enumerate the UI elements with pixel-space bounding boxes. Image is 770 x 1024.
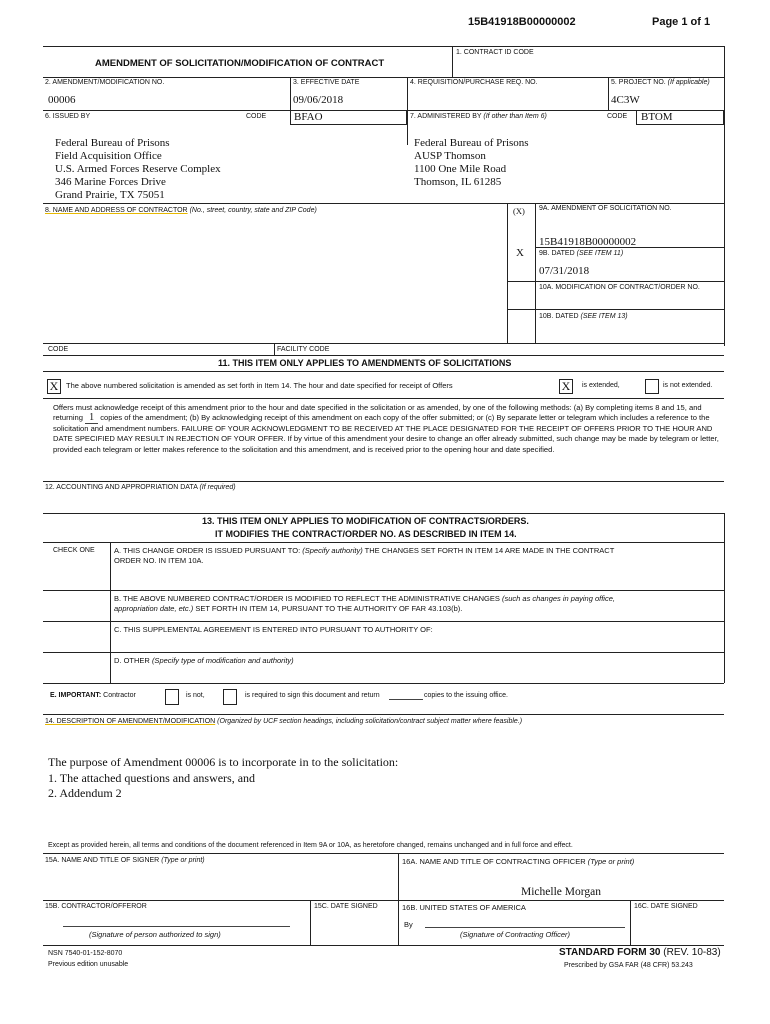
facility-code-label: FACILITY CODE: [277, 346, 330, 353]
previous-edition-note: Previous edition unusable: [48, 961, 129, 968]
contracting-officer-name[interactable]: Michelle Morgan: [521, 886, 601, 898]
item10b-label: 10B. DATED (SEE ITEM 13): [539, 313, 628, 320]
item6-label: 6. ISSUED BY: [45, 113, 91, 120]
terms-unchanged-note: Except as provided herein, all terms and conditions of the document referenced in Item 9A or 10A, as heretofore changed, remains unchanged and in full force and effect.: [48, 842, 573, 849]
address-line: 346 Marine Forces Drive: [55, 176, 166, 188]
administered-by-address: [414, 137, 529, 189]
contracting-officer-signature-line[interactable]: [425, 927, 625, 928]
address-line: Federal Bureau of Prisons: [55, 137, 170, 149]
item15b-label: 15B. CONTRACTOR/OFFEROR: [45, 903, 147, 910]
item9-check-mark[interactable]: X: [516, 247, 524, 259]
contractor-code-label: CODE: [48, 346, 69, 353]
amendment-description: [48, 755, 398, 802]
item11-title: 11. THIS ITEM ONLY APPLIES TO AMENDMENTS OF SOLICITATIONS: [218, 358, 512, 368]
copies-count[interactable]: 1: [85, 412, 98, 424]
item13c-text: C. THIS SUPPLEMENTAL AGREEMENT IS ENTERED INTO PURSUANT TO AUTHORITY OF:: [114, 625, 433, 634]
description-line: 2. Addendum 2: [48, 786, 122, 800]
contractor-signature-line[interactable]: [63, 926, 290, 927]
description-line: The purpose of Amendment 00006 is to incorporate in to the solicitation:: [48, 755, 399, 769]
project-number[interactable]: 4C3W: [611, 94, 640, 106]
item3-label: 3. EFFECTIVE DATE: [293, 79, 360, 86]
issued-by-code[interactable]: BFAO: [294, 111, 323, 123]
item11-statement: The above numbered solicitation is amended as set forth in Item 14. The hour and date specified for receipt of Offers: [66, 381, 453, 390]
effective-date[interactable]: 09/06/2018: [293, 94, 344, 106]
prescribed-by: Prescribed by GSA FAR (48 CFR) 53.243: [564, 962, 693, 969]
extended-checkbox[interactable]: X: [559, 379, 573, 394]
amendment-number[interactable]: 00006: [48, 94, 76, 106]
solicitation-date[interactable]: 07/31/2018: [539, 265, 590, 277]
extended-label: is extended,: [582, 382, 620, 389]
is-required-checkbox[interactable]: [223, 689, 237, 705]
item9-mark-header: (X): [513, 206, 525, 216]
address-line: Thomson, IL 61285: [414, 176, 502, 188]
copies-suffix: copies to the issuing office.: [424, 692, 508, 699]
is-not-label: is not,: [186, 692, 205, 699]
address-line: Federal Bureau of Prisons: [414, 137, 529, 149]
item15a-label: 15A. NAME AND TITLE OF SIGNER (Type or print): [45, 857, 205, 864]
issued-by-address: [55, 137, 221, 202]
item16b-label: 16B. UNITED STATES OF AMERICA: [402, 903, 526, 912]
description-line: 1. The attached questions and answers, and: [48, 770, 256, 785]
item7-label: 7. ADMINISTERED BY (If other than Item 6): [410, 113, 547, 120]
item11-checkbox[interactable]: X: [47, 379, 61, 394]
nsn-number: NSN 7540-01-152-8070: [48, 950, 123, 957]
item13-title-1: 13. THIS ITEM ONLY APPLIES TO MODIFICATION OF CONTRACTS/ORDERS.: [202, 516, 529, 526]
administered-by-code[interactable]: BTOM: [641, 111, 673, 123]
address-line: Grand Prairie, TX 75051: [55, 189, 165, 201]
item8-label: 8. NAME AND ADDRESS OF CONTRACTOR (No., street, country, state and ZIP Code): [45, 207, 317, 214]
item9a-label: 9A. AMENDMENT OF SOLICITATION NO.: [539, 205, 672, 212]
item12-label: 12. ACCOUNTING AND APPROPRIATION DATA (If required): [45, 484, 236, 491]
item6-code-label: CODE: [246, 113, 267, 120]
item10a-label: 10A. MODIFICATION OF CONTRACT/ORDER NO.: [539, 284, 700, 291]
item11-instructions: Offers must acknowledge receipt of this amendment prior to the hour and date specified in the solicitation or as amended, by one of the following methods: (a) By completing items 8 and 15, and returning 1 copies of the amendment; (b) By acknowledging receipt of this amendment on each copy of the offer submitted; or (c) By separate letter or telegram which includes a reference to the solicitation and amendment numbers. FAILURE OF YOUR ACKNOWLEDGMENT TO BE RECEIVED AT THE PLACE DESIGNATED FOR THE RECEIPT OF OFFERS PRIOR TO THE HOUR AND DATE SPECIFIED MAY RESULT IN REJECTION OF YOUR OFFER. If by virtue of this amendment your desire to change an offer already submitted, such change may be made by telegram or letter, provided each telegram or letter makes reference to the solicitation and this amendment, and is received prior to the opening hour and date specified.: [53, 403, 719, 454]
by-label: By: [404, 920, 413, 929]
address-line: 1100 One Mile Road: [414, 163, 507, 175]
item13a-text: A. THIS CHANGE ORDER IS ISSUED PURSUANT TO: (Specify authority) THE CHANGES SET FORTH IN ITEM 14 ARE MADE IN THE CONTRACT ORDER NO. IN ITEM 10A.: [114, 546, 615, 565]
item5-label: 5. PROJECT NO. (If applicable): [611, 79, 710, 86]
item13d-text: D. OTHER (Specify type of modification and authority): [114, 656, 294, 665]
page-number: Page 1 of 1: [652, 16, 711, 28]
item4-label: 4. REQUISITION/PURCHASE REQ. NO.: [410, 79, 538, 86]
not-extended-checkbox[interactable]: [645, 379, 659, 394]
solicitation-number-header: 15B41918B00000002: [468, 16, 576, 28]
contracting-officer-signature-caption: (Signature of Contracting Officer): [460, 930, 571, 939]
contractor-signature-caption: (Signature of person authorized to sign): [89, 930, 221, 939]
item14-label: 14. DESCRIPTION OF AMENDMENT/MODIFICATION (Organized by UCF section headings, including solicitation/contract subject matter where feasible.): [45, 718, 523, 725]
item16c-label: 16C. DATE SIGNED: [634, 903, 698, 910]
item9b-label: 9B. DATED (SEE ITEM 11): [539, 250, 624, 257]
solicitation-number[interactable]: 15B41918B00000002: [539, 236, 637, 248]
item1-label: 1. CONTRACT ID CODE: [456, 49, 534, 56]
check-one-label: CHECK ONE: [53, 547, 95, 554]
return-copies-field[interactable]: [389, 699, 423, 700]
address-line: U.S. Armed Forces Reserve Complex: [55, 163, 221, 175]
form-title: AMENDMENT OF SOLICITATION/MODIFICATION OF CONTRACT: [95, 58, 385, 69]
address-line: AUSP Thomson: [414, 150, 486, 162]
important-row: E. IMPORTANT: Contractor: [50, 692, 136, 699]
address-line: Field Acquisition Office: [55, 150, 162, 162]
is-required-label: is required to sign this document and return: [245, 692, 380, 699]
is-not-checkbox[interactable]: [165, 689, 179, 705]
item13b-text: B. THE ABOVE NUMBERED CONTRACT/ORDER IS MODIFIED TO REFLECT THE ADMINISTRATIVE CHANGES (such as changes in paying office, appropriation date, etc.) SET FORTH IN ITEM 14, PURSUANT TO THE AUTHORITY OF FAR 43.103(b).: [114, 594, 615, 613]
item7-code-label: CODE: [607, 113, 628, 120]
standard-form-label: STANDARD FORM 30 (REV. 10-83): [559, 947, 721, 958]
item15c-label: 15C. DATE SIGNED: [314, 903, 378, 910]
item16a-label: 16A. NAME AND TITLE OF CONTRACTING OFFICER (Type or print): [402, 857, 635, 866]
item2-label: 2. AMENDMENT/MODIFICATION NO.: [45, 79, 165, 86]
not-extended-label: is not extended.: [663, 382, 713, 389]
item13-title-2: IT MODIFIES THE CONTRACT/ORDER NO. AS DESCRIBED IN ITEM 14.: [215, 529, 517, 539]
